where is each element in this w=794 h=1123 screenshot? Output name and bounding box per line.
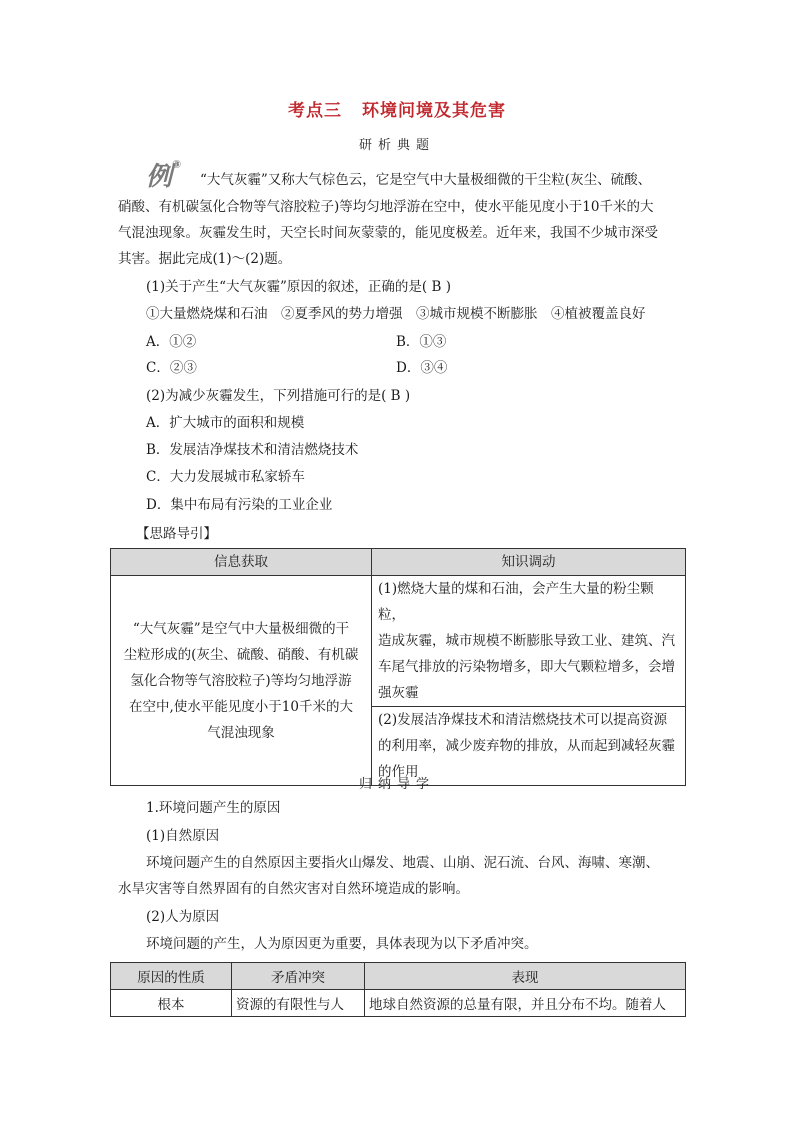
- title-part2: 环境问境及其危害: [362, 101, 506, 121]
- body-paragraph-2: 环境问题的产生，人为原因更为重要，具体表现为以下矛盾冲突。: [146, 936, 538, 952]
- guide-label: 【思路导引】: [136, 526, 217, 542]
- body-heading-1: 1.环境问题产生的原因: [146, 800, 281, 816]
- passage-line-1: “大气灰霾”又称大气棕色云，它是空气中大量极细微的干尘粒(灰尘、硫酸、: [200, 172, 652, 188]
- body-paragraph-1-line-2: 水旱灾害等自然界固有的自然灾害对自然环境造成的影响。: [118, 881, 469, 897]
- causes-cell-nature: 根本: [111, 990, 232, 1017]
- causes-header-nature: 原因的性质: [111, 963, 232, 990]
- info-line: 尘粒形成的(灰尘、硫酸、硝酸、有机碳: [123, 646, 359, 663]
- causes-header-manifestation: 表现: [365, 963, 686, 990]
- causes-table: [110, 962, 686, 1017]
- q1-option-c: C．②③: [146, 360, 197, 376]
- q2-option-d: D．集中布局有污染的工业企业: [146, 497, 333, 513]
- section-heading-summary: 归纳导学: [358, 777, 435, 792]
- causes-header-conflict: 矛盾冲突: [232, 963, 365, 990]
- question-1-stem: (1)关于产生“大气灰霾”原因的叙述，正确的是( B ): [146, 279, 451, 295]
- knowledge-line: 造成灰霾，城市规模不断膨胀导致工业、建筑、汽: [378, 633, 675, 649]
- body-heading-1-1: (1)自然原因: [146, 828, 220, 844]
- page-title: [0, 96, 794, 121]
- q2-option-c: C．大力发展城市私家轿车: [146, 469, 305, 485]
- q2-option-b: B．发展洁净煤技术和清洁燃烧技术: [146, 442, 359, 458]
- guide-table-info-cell: [111, 576, 372, 786]
- info-line: “大气灰霾”是空气中大量极细微的干: [132, 620, 350, 637]
- guide-table-header-info: 信息获取: [111, 549, 372, 576]
- knowledge-line: 的作用: [378, 764, 419, 780]
- example-label: 例: [146, 162, 173, 192]
- table-row: [111, 990, 686, 1017]
- knowledge-line: 车尾气排放的污染物增多，即大气颗粒增多，会增: [378, 659, 675, 675]
- passage-line-4: 其害。据此完成(1)～(2)题。: [118, 251, 292, 267]
- title-part1: 考点三: [288, 101, 342, 121]
- causes-cell-manifestation: 地球自然资源的总量有限，并且分布不均。随着人: [365, 990, 686, 1017]
- guide-table-header-knowledge: 知识调动: [372, 549, 686, 576]
- body-paragraph-1-line-1: 环境问题产生的自然原因主要指火山爆发、地震、山崩、泥石流、台风、海啸、寒潮、: [146, 855, 659, 871]
- knowledge-line: (1)燃烧大量的煤和石油，会产生大量的粉尘颗粒，: [378, 581, 654, 623]
- guide-table-knowledge-cell-1: [372, 576, 686, 707]
- body-heading-1-2: (2)人为原因: [146, 909, 220, 925]
- passage-line-3: 气混浊现象。灰霾发生时，天空长时间灰蒙蒙的，能见度极差。近年来，我国不少城市深受: [118, 225, 658, 241]
- passage-line-2: 硝酸、有机碳氢化合物等气溶胶粒子)等均匀地浮游在空中，使水平能见度小于10千米的大: [118, 199, 654, 215]
- q1-option-b: B．①③: [396, 334, 447, 350]
- knowledge-line: (2)发展洁净煤技术和清洁燃烧技术可以提高资源: [378, 712, 668, 728]
- example-number: ③: [172, 158, 182, 171]
- question-2-stem: (2)为减少灰霾发生，下列措施可行的是( B ): [146, 388, 411, 404]
- section-heading-analysis: 研析典题: [358, 138, 435, 153]
- q1-option-d: D．③④: [396, 360, 448, 376]
- question-1-items: ①大量燃烧煤和石油 ②夏季风的势力增强 ③城市规模不断膨胀 ④植被覆盖良好: [146, 306, 646, 322]
- info-line: 氢化合物等气溶胶粒子)等均匀地浮游: [130, 672, 352, 689]
- knowledge-line: 强灰霾: [378, 685, 419, 701]
- info-line: 气混浊现象: [207, 724, 275, 741]
- guide-table: [110, 548, 686, 786]
- q2-option-a: A．扩大城市的面积和规模: [146, 415, 305, 431]
- causes-cell-conflict: 资源的有限性与人: [232, 990, 365, 1017]
- q1-option-a: A．①②: [146, 334, 197, 350]
- knowledge-line: 的利用率，减少废弃物的排放，从而起到减轻灰霾: [378, 738, 675, 754]
- example-mark: [146, 156, 181, 193]
- info-line: 在空中,使水平能见度小于10千米的大: [129, 698, 353, 715]
